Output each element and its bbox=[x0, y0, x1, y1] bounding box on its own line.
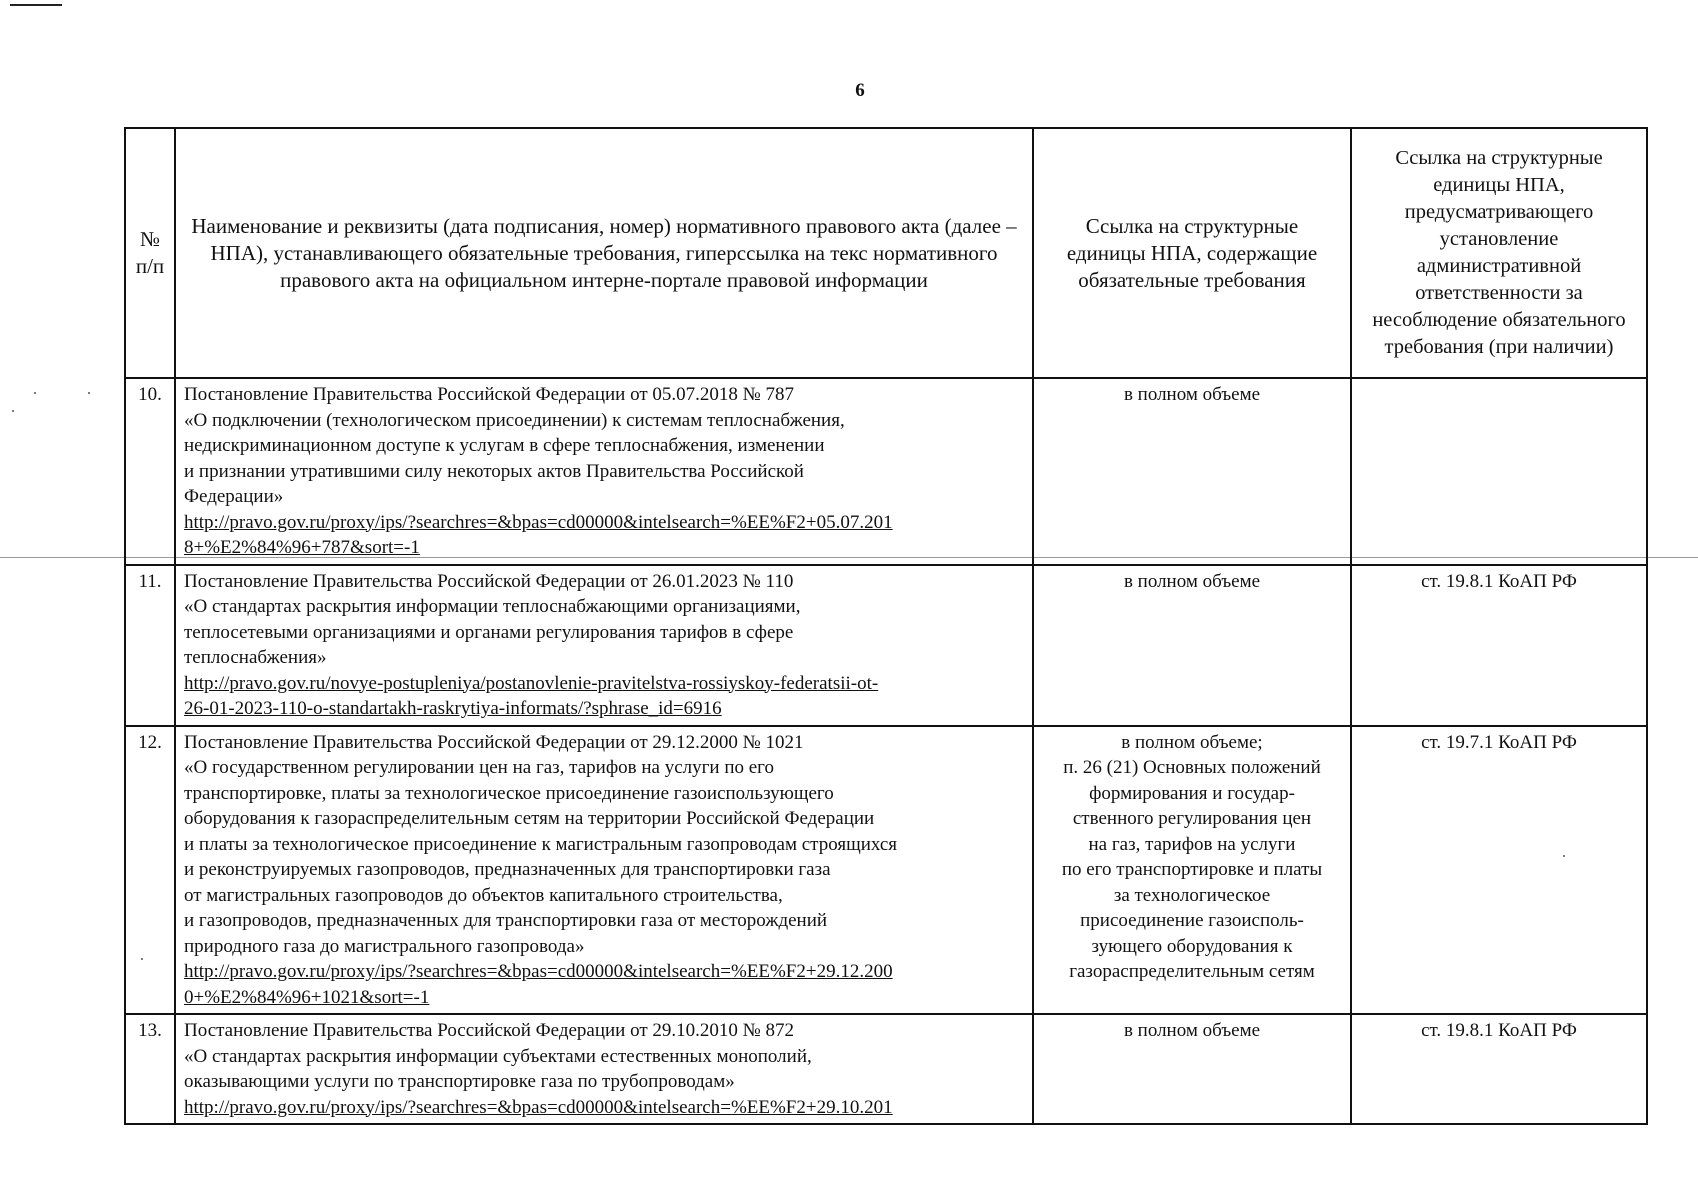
table-header-row bbox=[125, 128, 1647, 378]
liability-cell: ст. 19.7.1 КоАП РФ bbox=[1351, 726, 1647, 1015]
requirements-text: в полном объеме bbox=[1123, 1020, 1261, 1041]
act-hyperlink[interactable]: 8+%E2%84%96+787&sort=-1 bbox=[184, 537, 420, 558]
requirements-text: присоединение газоисполь- bbox=[1080, 910, 1304, 931]
act-cell bbox=[175, 378, 1033, 565]
requirements-text: зующего оборудования к bbox=[1091, 935, 1293, 957]
table-row bbox=[125, 565, 1647, 726]
scan-edge-mark bbox=[10, 4, 62, 6]
act-text-line: теплоснабжения» bbox=[184, 647, 327, 668]
act-text-line: от магистральных газопроводов до объектов капитального строительства, bbox=[184, 884, 783, 906]
requirements-text: формирования и государ- bbox=[1089, 782, 1295, 804]
requirements-text: в полном объеме bbox=[1123, 570, 1261, 592]
act-text-line: «О государственном регулировании цен на газ, тарифов на услуги по его bbox=[184, 757, 774, 778]
act-text-line: «О подключении (технологическом присоединении) к системам теплоснабжения, bbox=[184, 409, 845, 431]
requirements-text: в полном объеме; bbox=[1121, 731, 1263, 753]
requirements-text: п. 26 (21) Основных положений bbox=[1063, 757, 1321, 778]
act-hyperlink[interactable]: 26-01-2023-110-o-standartakh-raskrytiya-informats/?sphrase_id=6916 bbox=[184, 698, 722, 719]
scan-speck bbox=[12, 410, 14, 412]
scan-speck bbox=[34, 392, 36, 394]
act-cell bbox=[175, 726, 1033, 1015]
liability-cell: ст. 19.8.1 КоАП РФ bbox=[1351, 1014, 1647, 1124]
requirements-text: газораспределительным сетям bbox=[1069, 961, 1315, 982]
act-text-line: и реконструируемых газопроводов, предназначенных для транспортировки газа bbox=[184, 859, 831, 880]
row-number: 10. bbox=[125, 378, 175, 565]
act-text-line: теплосетевыми организациями и органами регулирования тарифов в сфере bbox=[184, 621, 794, 643]
act-hyperlink[interactable]: http://pravo.gov.ru/novye-postupleniya/postanovlenie-pravitelstva-rossiyskoy-federatsii-ot- bbox=[184, 672, 879, 694]
act-hyperlink[interactable]: http://pravo.gov.ru/proxy/ips/?searchres=&bpas=cd00000&intelsearch=%EE%F2+29.12.200 bbox=[184, 961, 893, 982]
requirements-text: на газ, тарифов на услуги bbox=[1088, 833, 1296, 855]
table-row bbox=[125, 726, 1647, 1015]
act-hyperlink[interactable]: http://pravo.gov.ru/proxy/ips/?searchres=&bpas=cd00000&intelsearch=%EE%F2+05.07.201 bbox=[184, 511, 893, 533]
act-text-line: транспортировке, платы за технологическое присоединение газоиспользующего bbox=[184, 782, 834, 804]
requirements-cell bbox=[1033, 378, 1351, 565]
row-number: 12. bbox=[125, 726, 175, 1015]
act-text-line: Постановление Правительства Российской Федерации от 29.12.2000 № 1021 bbox=[184, 731, 804, 753]
liability-cell bbox=[1351, 378, 1647, 565]
header-number: № п/п bbox=[125, 128, 175, 378]
act-text-line: оборудования к газораспределительным сетям на территории Российской Федерации bbox=[184, 808, 875, 829]
requirements-text: ственного регулирования цен bbox=[1072, 808, 1312, 829]
act-text-line: природного газа до магистрального газопровода» bbox=[184, 935, 585, 957]
act-text-line: и платы за технологическое присоединение к магистральным газопроводам строящихся bbox=[184, 833, 897, 855]
row-number: 13. bbox=[125, 1014, 175, 1124]
requirements-text: в полном объеме bbox=[1123, 384, 1261, 405]
requirements-cell bbox=[1033, 565, 1351, 726]
requirements-cell bbox=[1033, 1014, 1351, 1124]
act-text-line: оказывающими услуги по транспортировке газа по трубопроводам» bbox=[184, 1071, 735, 1092]
act-text-line: Постановление Правительства Российской Федерации от 26.01.2023 № 110 bbox=[184, 570, 794, 592]
act-text-line: недискриминационном доступе к услугам в сфере теплоснабжения, изменении bbox=[184, 435, 825, 456]
page-number: 6 bbox=[855, 80, 865, 101]
requirements-table bbox=[124, 127, 1648, 1125]
requirements-cell bbox=[1033, 726, 1351, 1015]
act-cell bbox=[175, 565, 1033, 726]
act-cell bbox=[175, 1014, 1033, 1124]
header-liability: Ссылка на структурные единицы НПА, предусматривающего установление административной ответственности за несоблюдение обязательного требования (при наличии) bbox=[1351, 128, 1647, 378]
act-text-line: и признании утратившими силу некоторых актов Правительства Российской bbox=[184, 460, 804, 482]
scan-speck bbox=[88, 392, 90, 394]
liability-cell: ст. 19.8.1 КоАП РФ bbox=[1351, 565, 1647, 726]
act-text-line: «О стандартах раскрытия информации субъектами естественных монополий, bbox=[184, 1045, 812, 1067]
table-row bbox=[125, 1014, 1647, 1124]
act-text-line: Постановление Правительства Российской Федерации от 29.10.2010 № 872 bbox=[184, 1020, 795, 1041]
row-number: 11. bbox=[125, 565, 175, 726]
requirements-text: по его транспортировке и платы bbox=[1061, 859, 1323, 880]
act-text-line: Федерации» bbox=[184, 486, 284, 507]
act-hyperlink[interactable]: http://pravo.gov.ru/proxy/ips/?searchres=&bpas=cd00000&intelsearch=%EE%F2+29.10.201 bbox=[184, 1096, 893, 1118]
table-row bbox=[125, 378, 1647, 565]
act-text-line: «О стандартах раскрытия информации теплоснабжающими организациями, bbox=[184, 596, 801, 617]
header-requirements: Ссылка на структурные единицы НПА, содержащие обязательные требования bbox=[1033, 128, 1351, 378]
act-text-line: Постановление Правительства Российской Федерации от 05.07.2018 № 787 bbox=[184, 384, 795, 405]
act-hyperlink[interactable]: 0+%E2%84%96+1021&sort=-1 bbox=[184, 986, 430, 1008]
header-act: Наименование и реквизиты (дата подписания, номер) нормативного правового акта (далее – НПА), устанавливающего обязательные требования, гиперссылка на текс нормативного правового акта на официальном интерне-портале правовой информации bbox=[175, 128, 1033, 378]
act-text-line: и газопроводов, предназначенных для транспортировки газа от месторождений bbox=[184, 910, 828, 931]
requirements-text: за технологическое bbox=[1113, 884, 1271, 906]
